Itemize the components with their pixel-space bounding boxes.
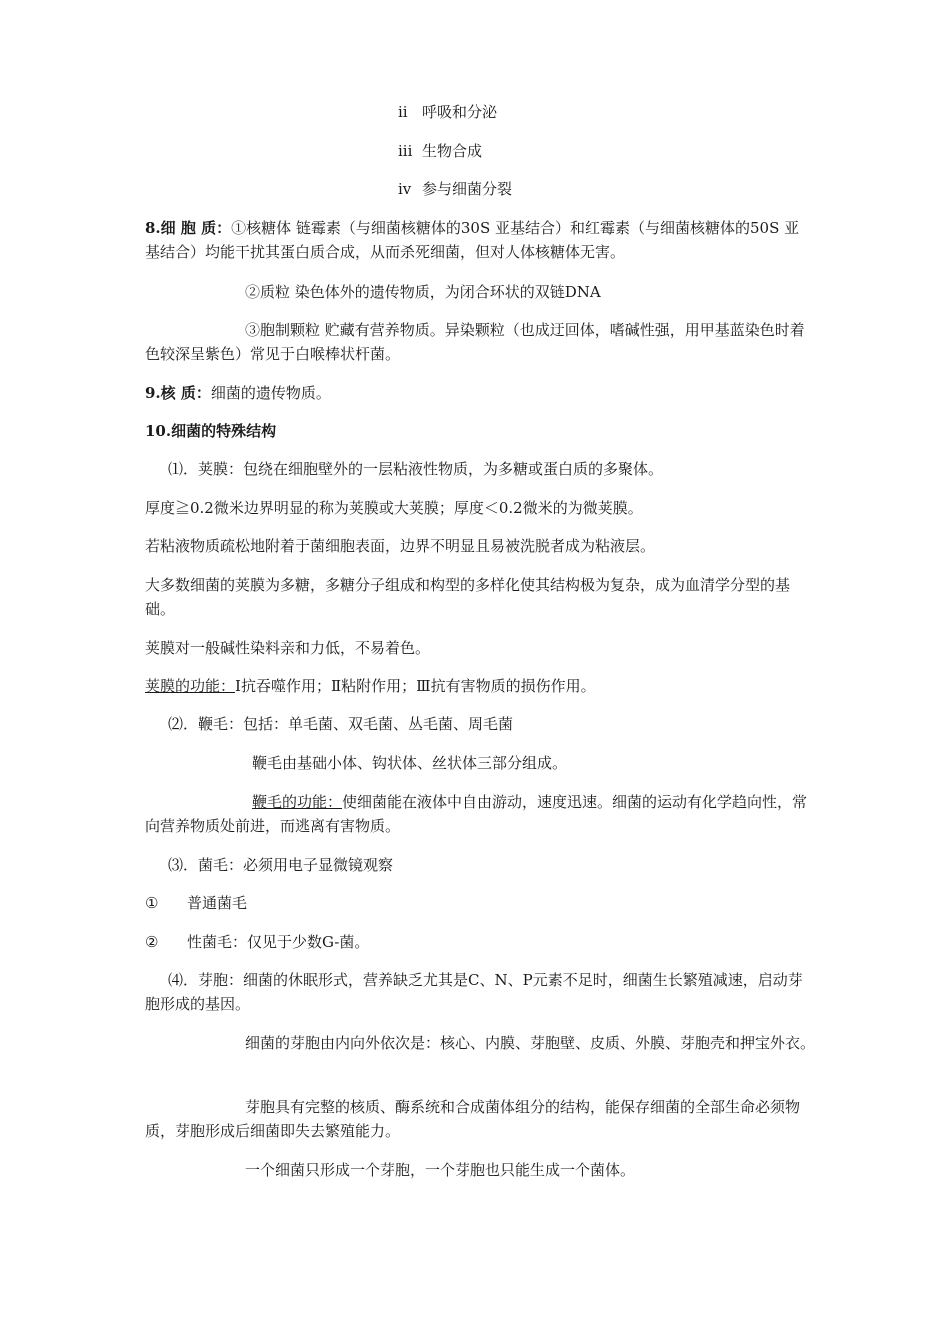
list-number: iv [398, 180, 412, 198]
capsule-line-4: 荚膜对一般碱性染料亲和力低，不易着色。 [145, 639, 431, 657]
section-9-text: 细菌的遗传物质。 [210, 384, 331, 402]
capsule-function [145, 675, 596, 697]
flagella-line-1: 鞭毛由基础小体、钩状体、丝状体三部分组成。 [252, 754, 568, 772]
spore-line-1: 细菌的芽胞由内向外依次是：核心、内膜、芽胞壁、皮质、外膜、芽胞壳和押宝外衣。 [245, 1034, 816, 1052]
pili-intro: ⑶．菌毛：必须用电子显微镜观察 [168, 856, 394, 874]
section-8-paragraph-2: ②质粒 染色体外的遗传物质，为闭合环状的双链DNA [245, 283, 601, 301]
list-number: ii [398, 103, 408, 121]
spore-line-3: 一个细菌只形成一个芽胞，一个芽胞也只能生成一个菌体。 [245, 1161, 636, 1179]
section-8-paragraph-1 [145, 216, 810, 264]
pili-item-1 [145, 892, 247, 914]
section-8-paragraph-3: ③胞制颗粒 贮藏有营养物质。异染颗粒（也成迂回体，嗜碱性强，用甲基蓝染色时着色较深呈紫色）常见于白喉棒状杆菌。 [145, 321, 805, 363]
list-text: 生物合成 [422, 142, 483, 160]
capsule-line-1: 厚度≧0.2微米边界明显的称为荚膜或大荚膜；厚度＜0.2微米的为微荚膜。 [145, 499, 643, 517]
section-8-text-1: ①核糖体 链霉素（与细菌核糖体的30S 亚基结合）和红霉素（与细菌核糖体的50S 亚基结合）均能干扰其蛋白质合成，从而杀死细菌，但对人体核糖体无害。 [145, 219, 800, 261]
section-9 [145, 382, 331, 404]
capsule-function-label: 荚膜的功能： [145, 677, 236, 695]
capsule-function-text: Ⅰ抗吞噬作用；Ⅱ粘附作用；Ⅲ抗有害物质的损伤作用。 [235, 677, 596, 695]
section-9-heading: 9.核 质： [145, 384, 211, 402]
list-item-iv [398, 178, 512, 200]
list-item-iii [398, 140, 482, 162]
capsule-line-3: 大多数细菌的荚膜为多糖，多糖分子组成和构型的多样化使其结构极为复杂，成为血清学分型的基础。 [145, 576, 791, 618]
capsule-intro: ⑴．荚膜：包绕在细胞壁外的一层粘液性物质，为多糖或蛋白质的多聚体。 [168, 460, 664, 478]
list-text: 呼吸和分泌 [422, 103, 498, 121]
pili-item-2-text: 性菌毛：仅见于少数G-菌。 [187, 933, 370, 951]
pili-item-1-marker: ① [145, 894, 159, 912]
capsule-line-2: 若粘液物质疏松地附着于菌细胞表面，边界不明显且易被洗脱者成为粘液层。 [145, 537, 656, 555]
pili-item-1-text: 普通菌毛 [187, 894, 248, 912]
spore-line-2: 芽胞具有完整的核质、酶系统和合成菌体组分的结构，能保存细菌的全部生命必须物质，芽胞形成后细菌即失去繁殖能力。 [145, 1098, 801, 1140]
list-text: 参与细菌分裂 [422, 180, 513, 198]
list-number: iii [398, 142, 413, 160]
flagella-function [145, 790, 810, 838]
flagella-intro: ⑵．鞭毛：包括：单毛菌、双毛菌、丛毛菌、周毛菌 [168, 715, 514, 733]
list-item-ii [398, 101, 497, 123]
section-8-heading: 8.细 胞 质： [145, 219, 232, 237]
pili-item-2-marker: ② [145, 933, 159, 951]
flagella-function-label: 鞭毛的功能： [252, 793, 343, 811]
flagella-function-text: 使细菌能在液体中自由游动，速度迅速。细菌的运动有化学趋向性，常向营养物质处前进，而逃离有害物质。 [145, 793, 808, 835]
section-10-heading: 10.细菌的特殊结构 [145, 422, 277, 440]
pili-item-2 [145, 931, 369, 953]
spore-intro: ⑷．芽胞：细菌的休眠形式，营养缺乏尤其是C、N、P元素不足时，细菌生长繁殖减速，启动芽胞形成的基因。 [145, 971, 803, 1013]
